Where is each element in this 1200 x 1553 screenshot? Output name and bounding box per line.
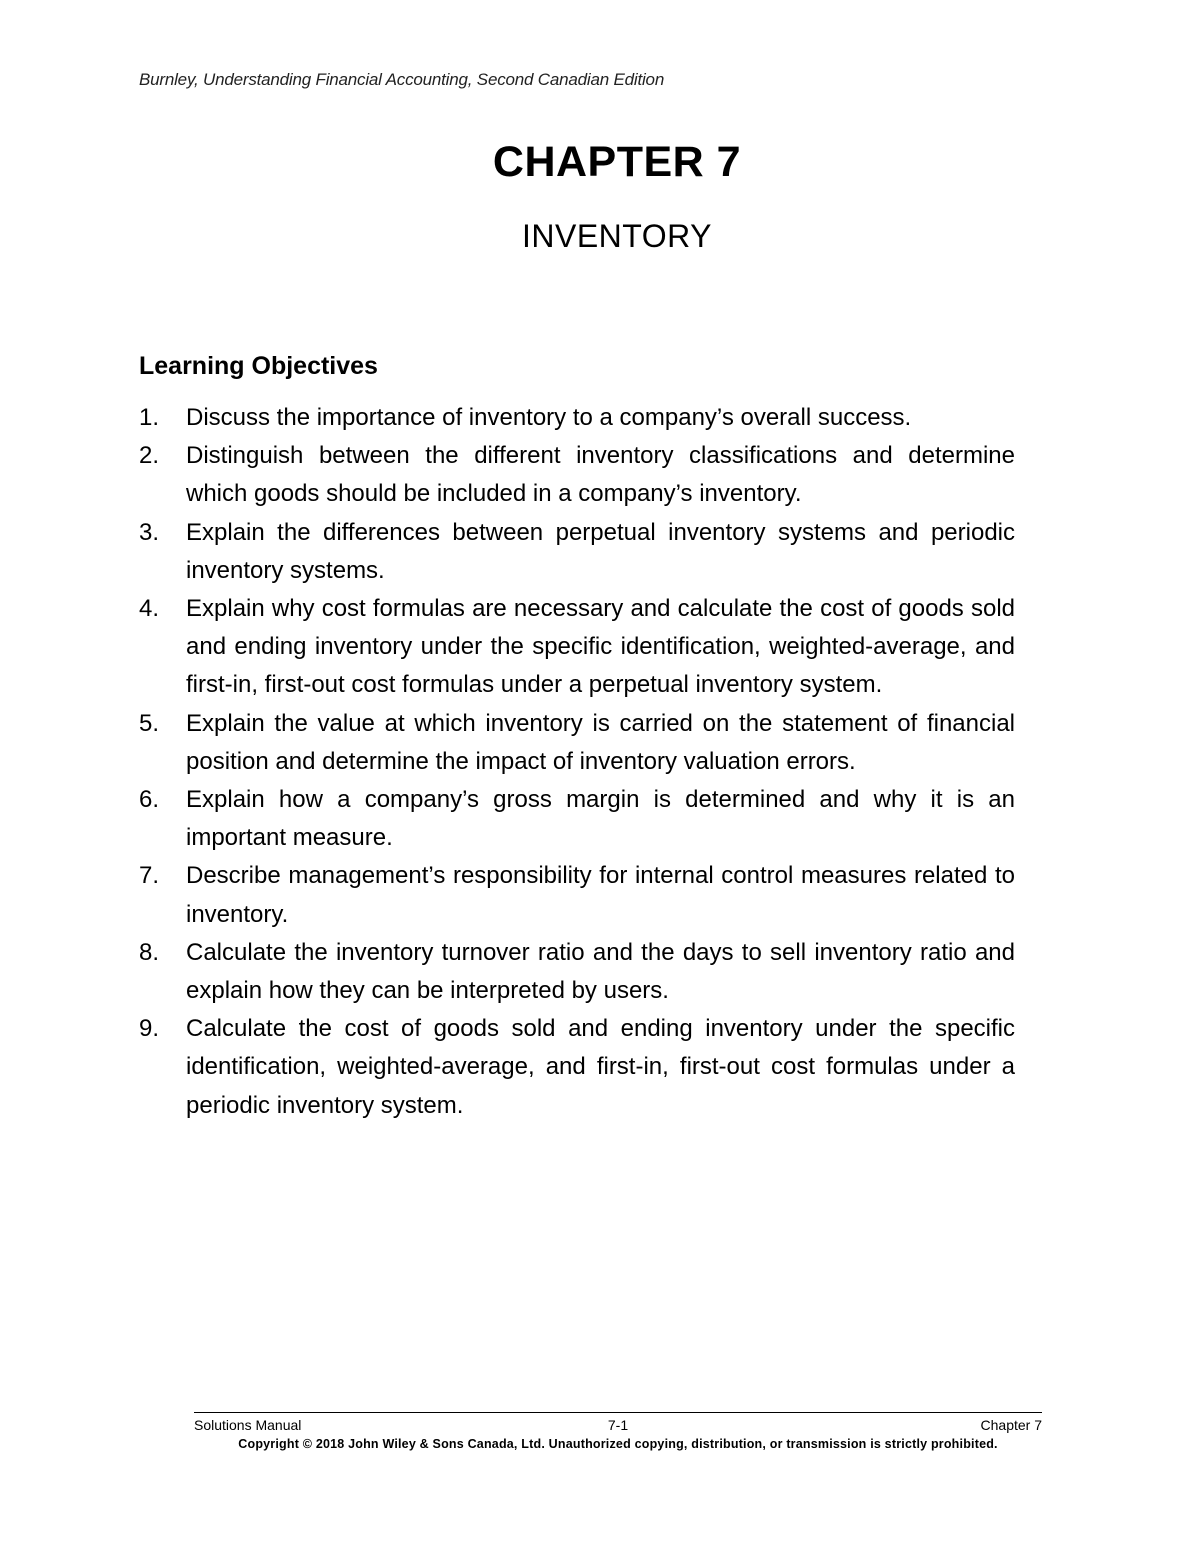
- objective-number: 6.: [139, 786, 160, 814]
- learning-objective-item: [139, 1010, 1015, 1125]
- learning-objective-item: [139, 399, 1015, 437]
- objective-number: 7.: [139, 862, 160, 890]
- objective-text: Explain why cost formulas are necessary and calculate the cost of goods sold and ending inventory under the specific identification, weighted-average, and first-in, first-out cost formulas under a perpetual inventory system.: [186, 595, 1015, 699]
- footer-divider: [194, 1412, 1042, 1413]
- objective-number: 4.: [139, 595, 160, 623]
- footer-right-label: Chapter 7: [980, 1417, 1042, 1433]
- copyright-notice: Copyright © 2018 John Wiley & Sons Canada, Ltd. Unauthorized copying, distribution, or transmission is strictly prohibited.: [238, 1437, 998, 1451]
- objective-number: 5.: [139, 709, 160, 737]
- objective-number: 2.: [139, 442, 160, 470]
- learning-objective-item: [139, 705, 1015, 781]
- page-number: 7-1: [607, 1417, 629, 1433]
- objective-text: Describe management’s responsibility for internal control measures related to inventory.: [186, 862, 1015, 928]
- page-footer: [194, 1412, 1042, 1451]
- objective-text: Distinguish between the different inventory classifications and determine which goods should be included in a company’s inventory.: [186, 442, 1015, 508]
- running-header: Burnley, Understanding Financial Accounting, Second Canadian Edition: [139, 70, 665, 89]
- learning-objective-item: [139, 514, 1015, 590]
- learning-objectives-heading: Learning Objectives: [139, 352, 378, 380]
- objective-number: 1.: [139, 404, 160, 431]
- objective-text: Calculate the cost of goods sold and ending inventory under the specific identification, weighted-average, and first-in, first-out cost formulas under a periodic inventory system.: [186, 1015, 1015, 1119]
- learning-objective-item: [139, 437, 1015, 513]
- objective-number: 9.: [139, 1015, 160, 1043]
- objective-text: Calculate the inventory turnover ratio and the days to sell inventory ratio and explain how they can be interpreted by users.: [186, 938, 1015, 1005]
- objective-text: Explain the differences between perpetual inventory systems and periodic inventory systems.: [186, 518, 1015, 584]
- learning-objective-item: [139, 857, 1015, 933]
- objective-text: Discuss the importance of inventory to a company’s overall success.: [186, 404, 912, 431]
- learning-objective-item: [139, 781, 1015, 857]
- footer-left-label: Solutions Manual: [194, 1417, 302, 1433]
- objective-text: Explain how a company’s gross margin is determined and why it is an important measure.: [186, 786, 1015, 852]
- chapter-subtitle: INVENTORY: [521, 218, 713, 254]
- learning-objectives-list: [139, 399, 1015, 1125]
- footer-row: [194, 1417, 1042, 1435]
- objective-number: 8.: [139, 938, 160, 966]
- learning-objective-item: [139, 590, 1015, 705]
- objective-text: Explain the value at which inventory is carried on the statement of financial position and determine the impact of inventory valuation errors.: [186, 709, 1015, 775]
- learning-objective-item: [139, 934, 1015, 1010]
- objective-number: 3.: [139, 518, 160, 546]
- chapter-title: CHAPTER 7: [492, 138, 742, 186]
